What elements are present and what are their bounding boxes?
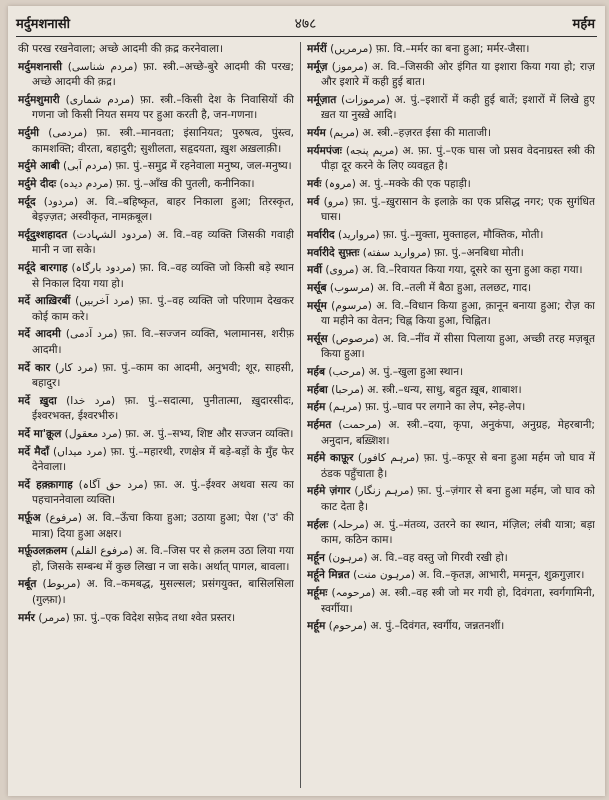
entry-definition: (مرمریں) फ़ा. वि.–मर्मर का बना हुआ; मर्मर-जैसा। bbox=[330, 43, 530, 55]
dictionary-entry bbox=[18, 427, 294, 443]
entry-headword: मर्सूब bbox=[307, 281, 327, 294]
dictionary-entry bbox=[18, 42, 294, 58]
entry-definition: (مردم شناسی) फ़ा. स्त्री.–अच्छे-बुरे आदमी की परख; अच्छे आदमी की क़द्र। bbox=[32, 60, 294, 89]
entry-definition: (مربوط) अ. वि.–कमबद्ध, मुसल्सल; प्रसंगयुक्त, बासिलसिला (गुल्फ़ा)। bbox=[32, 578, 294, 606]
entry-headword: मर्दे मा'क़ूल bbox=[18, 427, 62, 440]
dictionary-entry bbox=[307, 586, 595, 617]
entry-definition: (مرمر) फ़ा. पुं.–एक विदेश सफ़ेद तथा श्वेत प्रस्तर। bbox=[38, 611, 236, 624]
entry-definition: (مرد آخربیں) फ़ा. पुं.–वह व्यक्ति जो परिणाम देखकर कोई काम करे। bbox=[32, 295, 294, 323]
entry-definition: (مرد معقول) फ़ा. अ. पुं.–सभ्य, शिष्ट और सज्जन व्यक्ति। bbox=[64, 427, 294, 440]
dictionary-entry bbox=[18, 478, 294, 509]
entry-headword: मर्फ़ूउलक़लम bbox=[18, 545, 68, 558]
entry-headword: मर्मर bbox=[18, 611, 36, 624]
entry-headword: मर्वी bbox=[307, 264, 322, 277]
dictionary-entry bbox=[18, 361, 294, 392]
entry-definition: (مروہ) अ. पुं.–मक्के की एक पहाड़ी। bbox=[324, 177, 471, 190]
entry-headword: मर्फ़ूअ bbox=[18, 512, 41, 524]
entry-headword: मर्हमे ज़ंगार bbox=[307, 485, 351, 498]
entry-definition: (مرہم کافور) फ़ा. पुं.–कपूर से बना हुआ मर्हम जो घाव में ठंडक पहुँचाता है। bbox=[321, 452, 595, 480]
entry-headword: मर्हूमः bbox=[307, 587, 328, 600]
entry-definition: (مرد آدمی) फ़ा. वि.–सज्जन व्यक्ति, भलामानस, शरीफ़ आदमी। bbox=[32, 328, 294, 356]
entry-definition: (مرفوع القلم) अ. वि.–जिस पर से क़लम उठा लिया गया हो, जिसके सम्बन्ध में कुछ लिखा न जा सके। अर्थात् पागल, बावला। bbox=[32, 545, 294, 573]
dictionary-entry bbox=[18, 177, 294, 193]
dictionary-entry bbox=[307, 246, 595, 262]
dictionary-entry bbox=[18, 294, 294, 325]
entry-headword: मर्वः bbox=[307, 177, 322, 190]
page-header bbox=[16, 12, 595, 36]
dictionary-entry bbox=[307, 93, 595, 124]
entry-headword: मर्दुमे दीदः bbox=[18, 177, 57, 190]
entry-headword: मर्हूम bbox=[307, 620, 326, 633]
entry-headword: मर्दुमशनासी bbox=[18, 60, 63, 73]
entry-definition: (مردم دیده) फ़ा. पुं.–आँख की पुतली, कनीनिका। bbox=[59, 177, 255, 190]
entry-definition: (مرحمت) अ. स्त्री.–दया, कृपा, अनुकंपा, अनुग्रह, मेहरबानी; अनुदान, बख़्शिश। bbox=[321, 419, 595, 447]
entry-definition: (مروی) अ. वि.–रिवायत किया गया, दूसरे का सुना हुआ कहा गया। bbox=[325, 264, 583, 277]
entry-definition: (مردمی) फ़ा. स्त्री.–मानवता; इंसानियत; पुरुषत्व, पुंस्त्व, कामशक्ति; वीरता, बहादुरी; सुशीलता, सहृदयता, ख़ुश अख़लाक़ी। bbox=[32, 127, 294, 155]
dictionary-entry bbox=[18, 261, 294, 292]
entry-headword: मर्दे कार bbox=[18, 361, 51, 374]
entry-definition: (مرموز) अ. वि.–जिसकी ओर इंगित या इशारा किया गया हो; राज़ और इशारे में कही हुई बात। bbox=[321, 60, 595, 89]
dictionary-entry bbox=[307, 144, 595, 175]
entry-headword: मर्बूत bbox=[18, 578, 37, 591]
entry-headword: मर्हूने मिन्नत bbox=[307, 569, 350, 582]
entry-headword: मर्दे हक़्क़ागाह bbox=[18, 478, 73, 491]
entry-definition: (مرسوم) अ. वि.–विधान किया हुआ, क़ानून बनाया हुआ; रोज़ का या महीने का वेतन; चिह्न किया हुआ, चिह्नित। bbox=[321, 299, 595, 328]
entry-definition: (مرد کار) फ़ा. पुं.–काम का आदमी, अनुभवी; शूर, साहसी, बहादुर। bbox=[32, 361, 294, 390]
dictionary-entry bbox=[18, 195, 294, 226]
entry-definition: (مریم) अ. स्त्री.–हज़रत ईसा की माताजी। bbox=[329, 127, 492, 140]
entry-headword: मर्दूदे बारगाह bbox=[18, 262, 68, 274]
dictionary-entry bbox=[307, 195, 595, 226]
entry-headword: मर्यमपंजः bbox=[307, 144, 342, 157]
entry-headword: मर्वारीद bbox=[307, 228, 335, 241]
header-right-guideword: मर्हम bbox=[572, 17, 595, 32]
dictionary-entry bbox=[307, 400, 595, 416]
entry-definition: (مروارید) फ़ा. पुं.–मुक्ता, मुक्ताहल, मौक्तिक, मोती। bbox=[338, 228, 544, 241]
entry-headword: मर्वारीदे सुफ़्तः bbox=[307, 246, 360, 259]
entry-definition: (مرفوع) अ. वि.–ऊँचा किया हुआ; उठाया हुआ; पेश ('उ' की मात्रा) दिया हुआ अक्षर। bbox=[32, 512, 294, 540]
entry-headword: मर्दूदुश्शहादत bbox=[18, 228, 68, 241]
left-column bbox=[18, 42, 294, 790]
dictionary-entry bbox=[18, 126, 294, 157]
entry-definition: (مرصوص) अ. वि.–नींव में सीसा पिलाया हुआ, अच्छी तरह मज़बूत किया हुआ। bbox=[321, 332, 595, 361]
dictionary-entry bbox=[18, 511, 294, 542]
entry-headword: मर्हमत bbox=[307, 419, 332, 431]
dictionary-entry bbox=[18, 93, 294, 124]
dictionary-entry bbox=[307, 619, 595, 635]
entry-headword: मर्दे ख़ुदा bbox=[18, 394, 57, 407]
entry-headword: मर्मरीं bbox=[307, 43, 327, 55]
entry-definition: (مرحب) अ. पुं.–खुला हुआ स्थान। bbox=[328, 365, 464, 378]
dictionary-entry bbox=[307, 383, 595, 399]
entry-headword: मर्दे आदमी bbox=[18, 328, 61, 341]
entry-definition: (مرد خدا) फ़ा. पुं.–सदात्मा, पुनीतात्मा, ख़ुदारसीदः, ईश्वरभक्त, ईश्वरभीरु। bbox=[32, 394, 294, 423]
dictionary-entry bbox=[307, 42, 595, 58]
dictionary-entry bbox=[18, 228, 294, 259]
entry-definition: (مروارید سفته) फ़ा. पुं.–अनबिधा मोती। bbox=[362, 246, 524, 259]
entry-headword: मर्मूज़ात bbox=[307, 93, 337, 106]
entry-headword: मर्हून bbox=[307, 551, 325, 564]
entry-definition: (مرہم زنگار) फ़ा. पुं.–ज़ंगार से बना हुआ मर्हम, जो घाव को काट देता है। bbox=[321, 485, 595, 513]
header-left-guideword: मर्दुमशनासी bbox=[16, 17, 71, 32]
dictionary-entry bbox=[307, 451, 595, 482]
dictionary-entry bbox=[307, 228, 595, 244]
dictionary-entry bbox=[18, 577, 294, 608]
entry-definition: (مرحلہ) अ. पुं.–मंतव्य, उतरने का स्थान, मंज़िल; लंबी यात्रा; बड़ा काम, कठिन काम। bbox=[321, 518, 595, 547]
dictionary-entry bbox=[307, 518, 595, 549]
dictionary-entry bbox=[307, 177, 595, 193]
entry-definition: (مریم پنجه) अ. फ़ा. पुं.–एक घास जो प्रसव वेदनाग्रस्त स्त्री की पीड़ा दूर करने के लिए व्यवहृत है। bbox=[321, 144, 595, 173]
entry-definition: (مرحبا) अ. स्त्री.–धन्य, साधु, बहुत ख़ूब, शाबाश। bbox=[331, 383, 522, 396]
dictionary-entry bbox=[307, 281, 595, 297]
entry-definition: (مرموزات) अ. पुं.–इशारों में कही हुई बातें; इशारों में लिखे हुए ख़त या नुस्ख़े आदि। bbox=[321, 93, 595, 122]
entry-headword: मर्हबा bbox=[307, 383, 328, 396]
entry-headword: मर्हलः bbox=[307, 518, 329, 531]
entry-definition: (مرحومہ) अ. स्त्री.–वह स्त्री जो मर गयी हो, दिवंगता, स्वर्गगामिनी, स्वर्गीया। bbox=[321, 587, 595, 615]
dictionary-entry bbox=[18, 394, 294, 425]
dictionary-entry bbox=[307, 365, 595, 381]
entry-definition: (مرد حق آگاہ) फ़ा. अ. पुं.–ईश्वर अथवा सत्य का पहचाननेवाला व्यक्ति। bbox=[32, 478, 294, 507]
entry-definition: (مرسوب) अ. वि.–तली में बैठा हुआ, तलछट, गाद। bbox=[329, 281, 532, 294]
dictionary-entry bbox=[307, 263, 595, 279]
dictionary-entry bbox=[307, 299, 595, 330]
entry-headword: मर्दुमशुमारी bbox=[18, 93, 60, 106]
entry-definition: की परख रखनेवाला; अच्छे आदमी की क़द्र करनेवाला। bbox=[18, 43, 223, 55]
dictionary-entry bbox=[307, 568, 595, 584]
entry-definition: (مرہون منت) अ. वि.–कृतज्ञ, आभारी, ममनून, शुक्रगुज़ार। bbox=[353, 569, 585, 582]
dictionary-entry bbox=[18, 611, 294, 627]
entry-definition: (مردم شماری) फ़ा. स्त्री.–किसी देश के निवासियों की गणना जो किसी नियत समय पर हुआ करती है, जन-गणना। bbox=[32, 93, 294, 122]
dictionary-entry bbox=[307, 484, 595, 515]
entry-definition: (مردود الشہادت) अ. वि.–वह व्यक्ति जिसकी गवाही मानी न जा सके। bbox=[32, 228, 294, 257]
dictionary-entry bbox=[18, 544, 294, 575]
entry-definition: (مرو) फ़ा. पुं.–ख़ुरासान के इलाक़े का एक प्रसिद्ध नगर; एक सुगंधित घास। bbox=[321, 195, 595, 224]
page-number: ४७८ bbox=[294, 16, 317, 32]
entry-headword: मर्हब bbox=[307, 365, 326, 378]
entry-headword: मर्सूम bbox=[307, 299, 327, 312]
right-column bbox=[307, 42, 595, 790]
dictionary-page bbox=[8, 6, 605, 796]
entry-definition: (مردود) अ. वि.–बहिष्कृत, बाहर निकाला हुआ; तिरस्कृत, बेइज़्ज़त; अस्वीकृत, नामक़बूल। bbox=[32, 195, 294, 224]
header-rule bbox=[16, 36, 597, 37]
entry-headword: मर्दे मैदाँ bbox=[18, 445, 49, 458]
entry-headword: मर्दूद bbox=[18, 195, 36, 208]
dictionary-entry bbox=[307, 551, 595, 567]
entry-headword: मर्दुमे आबी bbox=[18, 160, 60, 173]
entry-headword: मर्सूस bbox=[307, 332, 328, 345]
dictionary-entry bbox=[307, 418, 595, 449]
entry-definition: (مردود بارگاہ) फ़ा. वि.–वह व्यक्ति जो किसी बड़े स्थान से निकाल दिया गया हो। bbox=[32, 262, 294, 290]
dictionary-entry bbox=[307, 332, 595, 363]
column-divider bbox=[300, 42, 301, 788]
dictionary-entry bbox=[18, 445, 294, 476]
entry-headword: मर्दुमी bbox=[18, 127, 40, 140]
entry-headword: मर्दे आख़िरबीं bbox=[18, 295, 71, 308]
entry-headword: मर्हम bbox=[307, 401, 326, 414]
entry-headword: मर्मूज़ bbox=[307, 60, 328, 73]
entry-definition: (مرد میداں) फ़ा. पुं.–महारथी, रणक्षेत्र में बड़े-बड़ों के मुँह फेर देनेवाला। bbox=[32, 445, 294, 474]
entry-definition: (مرحوم) अ. पुं.–दिवंगत, स्वर्गीय, जन्नतनशीं। bbox=[328, 620, 505, 633]
dictionary-entry bbox=[307, 126, 595, 142]
dictionary-entry bbox=[18, 327, 294, 358]
dictionary-entry bbox=[307, 60, 595, 91]
dictionary-entry bbox=[18, 60, 294, 91]
entry-definition: (مردم آبی) फ़ा. पुं.–समुद्र में रहनेवाला मनुष्य, जल-मनुष्य। bbox=[62, 160, 292, 173]
entry-definition: (مرہون) अ. वि.–वह वस्तु जो गिरवी रखी हो। bbox=[328, 551, 508, 564]
entry-headword: मर्हमे काफ़ूर bbox=[307, 452, 354, 465]
entry-headword: मर्यम bbox=[307, 127, 326, 140]
entry-definition: (مرہم) फ़ा. पुं.–घाव पर लगाने का लेप, स्नेह-लेप। bbox=[328, 401, 526, 414]
entry-headword: मर्व bbox=[307, 195, 320, 208]
dictionary-entry bbox=[18, 159, 294, 175]
